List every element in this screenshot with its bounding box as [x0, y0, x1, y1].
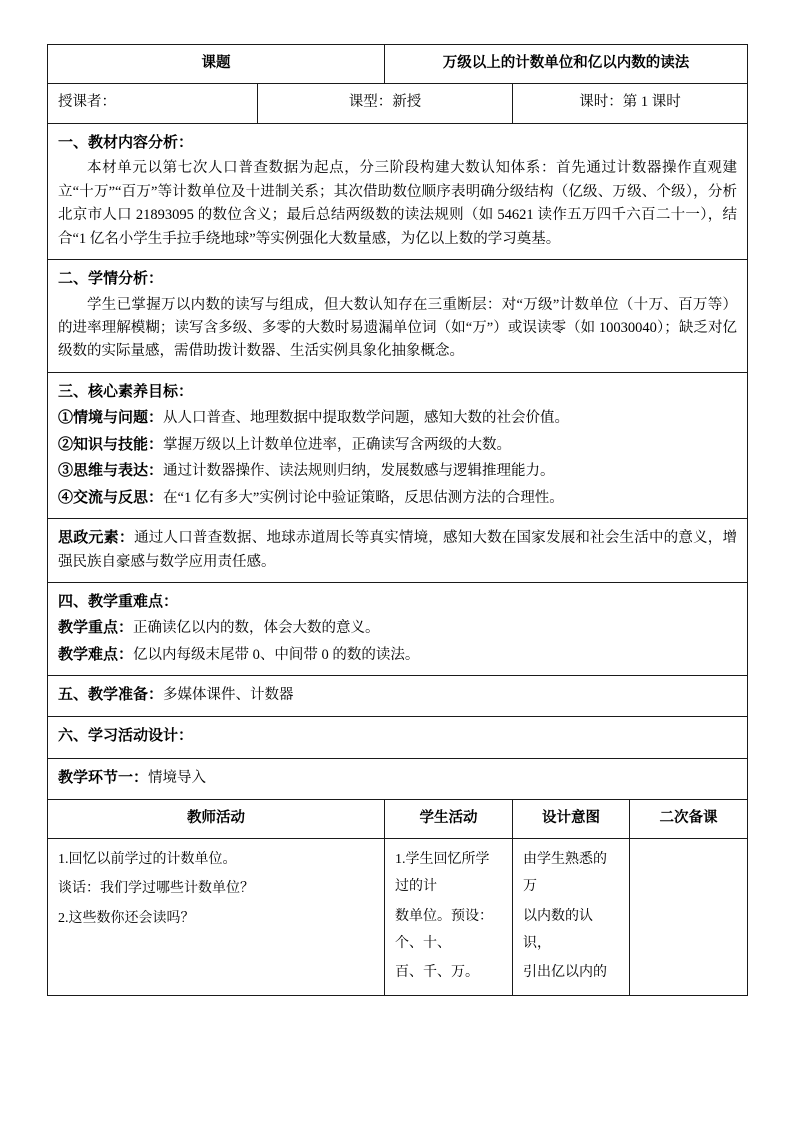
segment-label: 教学环节一：: [58, 770, 149, 787]
table-row-core-goals: [48, 372, 748, 518]
segment-text: 情境导入: [148, 770, 207, 787]
student-activity-line: 百、千、万。: [395, 965, 479, 981]
column-header-design-intent: 设计意图: [513, 799, 630, 838]
subject-value: 万级以上的计数单位和亿以内数的读法: [385, 45, 748, 84]
ideology-label: 思政元素：: [58, 530, 135, 547]
design-intent-line: 引出亿以内的: [523, 965, 607, 981]
core-goal-label: ①情境与问题：: [58, 410, 164, 427]
table-row-segment: [48, 759, 748, 799]
table-row-activity-design: [48, 716, 748, 758]
student-analysis-title: 二、学情分析：: [58, 271, 164, 288]
student-analysis-cell: [48, 260, 748, 373]
core-goal-label: ②知识与技能：: [58, 436, 164, 453]
content-analysis-cell: [48, 123, 748, 259]
column-header-secondary-prep: 二次备课: [630, 799, 748, 838]
core-goal-item: [58, 406, 737, 430]
table-row-subject: [48, 45, 748, 84]
activity-design-cell: [48, 716, 748, 758]
core-goal-item: [58, 433, 737, 457]
table-row-ideology: [48, 519, 748, 583]
core-goals-title: 三、核心素养目标：: [58, 383, 194, 400]
preparation-cell: [48, 676, 748, 716]
teaching-key-text: 正确读亿以内的数，体会大数的意义。: [133, 620, 380, 637]
lesson-period: 课时：第 1 课时: [513, 84, 748, 123]
design-intent-line: 由学生熟悉的万: [523, 852, 607, 895]
subject-label: 课题: [48, 45, 385, 84]
core-goals-cell: [48, 372, 748, 518]
teacher-label: 授课者：: [48, 84, 258, 123]
cell-secondary-prep: [630, 839, 748, 995]
student-analysis-body: 学生已掌握万以内数的读写与组成，但大数认知存在三重断层：对“万级”计数单位（十万、百万等）的进率理解模糊；读写含多级、多零的大数时易遗漏单位词（如“万”）或误读零（如 10030040）；缺乏对亿级数的实际量感，需借助拨计数器、生活实例具象化抽象概念。: [58, 296, 738, 360]
key-difficulties-cell: [48, 583, 748, 676]
table-row-meta: [48, 84, 748, 123]
key-difficulties-title: 四、教学重难点：: [58, 594, 179, 611]
content-analysis-title: 一、教材内容分析：: [58, 134, 194, 151]
core-goal-item: [58, 486, 737, 510]
core-goal-text: 从人口普查、地理数据中提取数学问题，感知大数的社会价值。: [163, 410, 570, 427]
teacher-activity-line: 1.回忆以前学过的计数单位。: [58, 852, 237, 868]
design-intent-line: 以内数的认识，: [523, 908, 593, 952]
table-row-student-analysis: [48, 260, 748, 373]
teacher-activity-line: 谈话：我们学过哪些计数单位？: [58, 881, 254, 897]
lesson-type: 课型：新授: [258, 84, 513, 123]
core-goal-item: [58, 459, 737, 483]
table-row-key-difficulties: [48, 583, 748, 676]
teaching-key-label: 教学重点：: [58, 620, 134, 637]
student-activity-line: 1.学生回忆所学过的计: [395, 852, 490, 895]
teaching-difficulty: [58, 643, 737, 667]
activity-table-row: [48, 839, 748, 995]
lesson-plan-table: [47, 44, 748, 996]
activity-design-title: 六、学习活动设计：: [58, 727, 194, 744]
student-activity-line: 数单位。预设：个、十、: [395, 908, 493, 952]
teaching-difficulty-text: 亿以内每级末尾带 0、中间带 0 的数的读法。: [133, 646, 420, 663]
teaching-difficulty-label: 教学难点：: [58, 646, 134, 663]
preparation-paragraph: [58, 683, 737, 707]
core-goal-label: ④交流与反思：: [58, 489, 164, 506]
segment-cell: [48, 759, 748, 799]
activity-table-header-row: [48, 799, 748, 838]
core-goal-text: 掌握万级以上计数单位进率，正确读写含两级的大数。: [163, 436, 512, 453]
ideology-paragraph: [58, 526, 737, 574]
cell-teacher-activity: [48, 839, 385, 995]
teacher-activity-line: 2.这些数你还会读吗？: [58, 910, 195, 926]
ideology-body: 通过人口普查数据、地球赤道周长等真实情境，感知大数在国家发展和社会生活中的意义，增强民族自豪感与数学应用责任感。: [58, 530, 738, 570]
content-analysis-body: 本材单元以第七次人口普查数据为起点，分三阶段构建大数认知体系：首先通过计数器操作直观建立“十万”“百万”等计数单位及十进制关系；其次借助数位顺序表明确分级结构（亿级、万级、个级），分析北京市人口 21893095 的数位含义；最后总结两级数的读法规则（如 54621 读作五万四千六百二十一），结合“1 亿名小学生手拉手绕地球”等实例强化大数量感，为亿以上数的学习奠基。: [58, 160, 738, 247]
column-header-teacher-activity: 教师活动: [48, 799, 385, 838]
table-row-preparation: [48, 676, 748, 716]
cell-design-intent: [513, 839, 630, 995]
core-goal-text: 在“1 亿有多大”实例讨论中验证策略，反思估测方法的合理性。: [163, 489, 564, 506]
teaching-key-point: [58, 616, 737, 640]
core-goal-label: ③思维与表达：: [58, 463, 164, 480]
ideology-cell: [48, 519, 748, 583]
cell-student-activity: [385, 839, 513, 995]
table-row-content-analysis: [48, 123, 748, 259]
preparation-label: 五、教学准备：: [58, 687, 164, 704]
preparation-text: 多媒体课件、计数器: [163, 687, 294, 704]
segment-paragraph: [58, 766, 737, 790]
column-header-student-activity: 学生活动: [385, 799, 513, 838]
core-goal-text: 通过计数器操作、读法规则归纳，发展数感与逻辑推理能力。: [163, 463, 555, 480]
